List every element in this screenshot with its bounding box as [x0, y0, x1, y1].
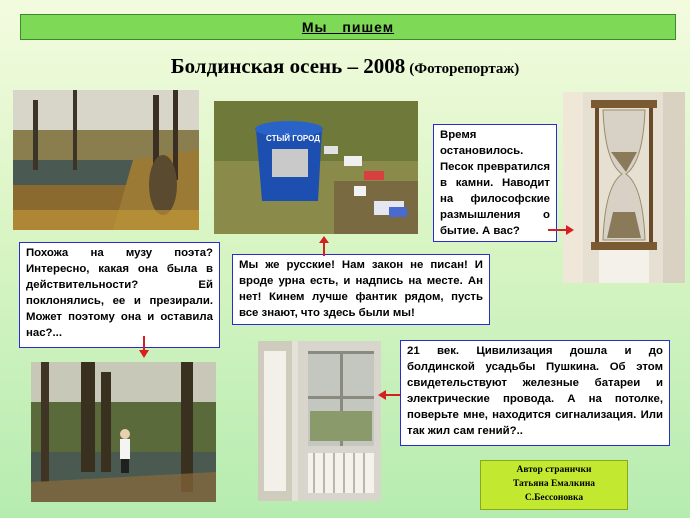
caption-century: 21 век. Цивилизация дошла и до болдинской усадьбы Пушкина. Об этом свидетельствуют железные батареи и электрические провода. А на потолке, поверьте мне, находится сигнализация. Или так жил сам гений?.. [400, 340, 670, 446]
photo-window-radiator [258, 341, 381, 501]
photo-autumn-pond [13, 90, 199, 230]
photo-woman-at-tree [31, 362, 216, 502]
banner-title: Мы пишем [301, 19, 395, 35]
caption-hourglass: Время остановилось. Песок превратился в камни. Наводит на философские размышления о бытие. А вас? [433, 124, 557, 242]
arrow-left-century [378, 389, 400, 401]
credit-label: Автор странички [516, 465, 592, 475]
credit-author: Татьяна Емалкина [512, 478, 596, 489]
photo-litter-bin [214, 101, 418, 234]
bin-label: СТЫЙ ГОРОД [266, 134, 320, 143]
arrow-up-litter [318, 236, 330, 256]
photo-hourglass [563, 92, 685, 283]
arrow-down-muse [138, 336, 150, 358]
page-title [0, 54, 690, 79]
arrow-right-hourglass [548, 224, 574, 236]
caption-litter: Мы же русские! Нам закон не писан! И вроде урна есть, и надпись на месте. Ан нет! Кинем лучше фантик рядом, пусть все знают, что здесь были мы! [232, 254, 490, 325]
title-subtitle: (Фоторепортаж) [409, 61, 520, 77]
credit-village: С.Бессоновка [524, 492, 584, 503]
title-main: Болдинская осень – 2008 [170, 54, 406, 78]
section-banner [20, 14, 676, 40]
author-credit [480, 460, 628, 510]
caption-muse: Похожа на музу поэта? Интересно, какая она была в действительности? Ей поклонялись, ее и презирали. Может поэтому она и оставила нас?... [19, 242, 220, 348]
